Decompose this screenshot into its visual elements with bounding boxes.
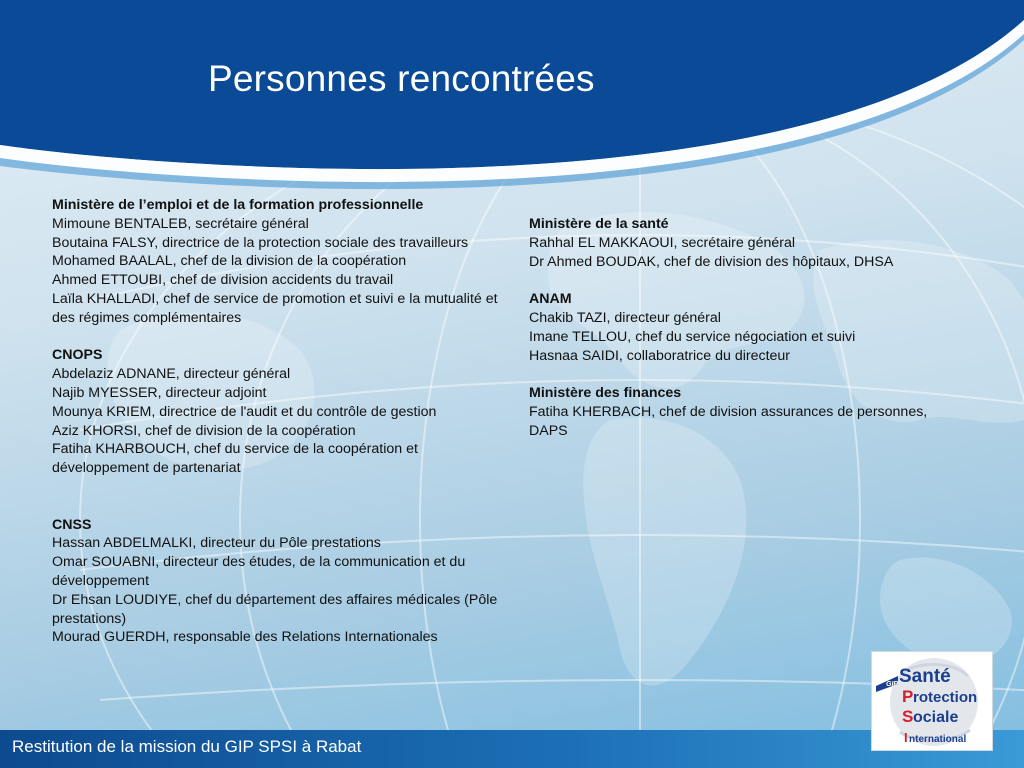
logo-word-nternational: nternational xyxy=(909,734,967,745)
person-entry: Fatiha KHARBOUCH, chef du service de la coopération et développement de partenariat xyxy=(52,441,418,477)
person-entry: Mourad GUERDH, responsable des Relations Internationales xyxy=(52,629,438,646)
person-entry: Ahmed ETTOUBI, chef de division accidents du travail xyxy=(52,272,394,289)
section-heading: Ministère des finances xyxy=(529,385,682,402)
section-ministere-emploi xyxy=(52,196,512,328)
person-entry: Dr Ehsan LOUDIYE, chef du département des affaires médicales (Pôle prestations) xyxy=(52,591,498,627)
section-anam xyxy=(529,290,959,365)
gip-spsi-logo xyxy=(871,651,993,751)
logo-word-ociale: ociale xyxy=(913,709,959,726)
person-entry: Fatiha KHERBACH, chef de division assurances de personnes, DAPS xyxy=(529,403,928,439)
person-entry: Laïla KHALLADI, chef de service de promotion et suivi e la mutualité et des régimes complémentaires xyxy=(52,290,498,326)
section-heading: Ministère de l’emploi et de la formation professionnelle xyxy=(52,197,424,213)
logo-initial-p: P xyxy=(902,687,914,706)
person-entry: Najib MYESSER, directeur adjoint xyxy=(52,384,267,401)
person-entry: Boutaina FALSY, directrice de la protection sociale des travailleurs xyxy=(52,234,469,251)
header-band xyxy=(0,0,1024,200)
person-entry: Chakib TAZI, directeur général xyxy=(529,309,721,326)
person-entry: Aziz KHORSI, chef de division de la coopération xyxy=(52,422,356,439)
person-entry: Abdelaziz ADNANE, directeur général xyxy=(52,366,291,383)
person-entry: Dr Ahmed BOUDAK, chef de division des hôpitaux, DHSA xyxy=(529,253,894,270)
section-heading: ANAM xyxy=(529,291,572,308)
logo-badge: GIP xyxy=(886,681,899,688)
person-entry: Rahhal EL MAKKAOUI, secrétaire général xyxy=(529,234,796,251)
section-heading: CNSS xyxy=(52,516,92,533)
right-column xyxy=(529,215,959,459)
logo-initial-s: S xyxy=(902,707,914,726)
slide-title: Personnes rencontrées xyxy=(208,58,595,99)
logo-initial-i: I xyxy=(904,730,908,745)
logo-word-rotection: rotection xyxy=(913,689,978,706)
person-entry: Hassan ABDELMALKI, directeur du Pôle prestations xyxy=(52,535,381,552)
section-ministere-finances xyxy=(529,384,959,440)
gip-spsi-logo-graphic xyxy=(872,652,992,750)
person-entry: Omar SOUABNI, directeur des études, de la communication et du développement xyxy=(52,554,466,589)
section-cnss xyxy=(52,516,512,648)
section-heading: CNOPS xyxy=(52,347,103,364)
section-ministere-sante xyxy=(529,215,959,271)
footer-text: Restitution de la mission du GIP SPSI à Rabat xyxy=(12,737,362,756)
person-entry: Imane TELLOU, chef du service négociation et suivi xyxy=(529,328,856,345)
section-cnops xyxy=(52,346,512,478)
section-heading: Ministère de la santé xyxy=(529,216,669,232)
logo-word-sante: Santé xyxy=(899,666,951,687)
person-entry: Mounya KRIEM, directrice de l'audit et du contrôle de gestion xyxy=(52,403,437,420)
person-entry: Mohamed BAALAL, chef de la division de la coopération xyxy=(52,253,407,270)
person-entry: Hasnaa SAIDI, collaboratrice du directeur xyxy=(529,347,791,364)
person-entry: Mimoune BENTALEB, secrétaire général xyxy=(52,215,309,232)
left-column xyxy=(52,196,512,666)
